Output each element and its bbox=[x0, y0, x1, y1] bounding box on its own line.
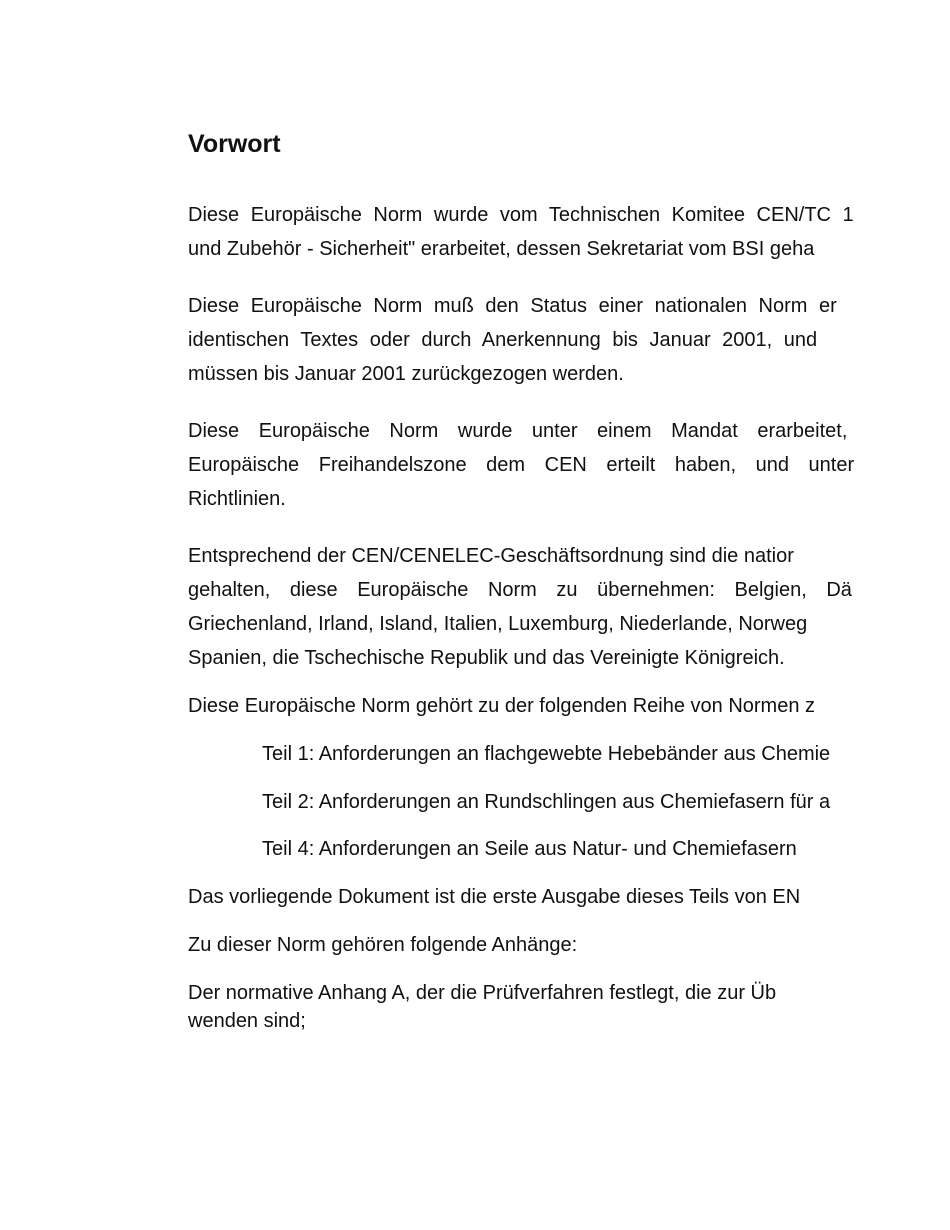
paragraph-line: müssen bis Januar 2001 zurückgezogen werden. bbox=[188, 363, 624, 385]
paragraph-line: Griechenland, Irland, Island, Italien, Luxemburg, Niederlande, Norweg bbox=[188, 613, 808, 635]
document-page bbox=[188, 0, 950, 1230]
paragraph-line: wenden sind; bbox=[188, 1010, 306, 1032]
paragraph-line: Diese Europäische Norm wurde vom Technischen Komitee CEN/TC 1 bbox=[188, 204, 854, 226]
list-item: Teil 2: Anforderungen an Rundschlingen aus Chemiefasern für a bbox=[262, 791, 831, 813]
paragraph-line: Entsprechend der CEN/CENELEC-Geschäftsordnung sind die natior bbox=[188, 545, 794, 567]
paragraph-line: Diese Europäische Norm muß den Status einer nationalen Norm er bbox=[188, 295, 837, 317]
list-item: Teil 4: Anforderungen an Seile aus Natur- und Chemiefasern bbox=[262, 838, 797, 860]
paragraph-line: gehalten, diese Europäische Norm zu übernehmen: Belgien, Dä bbox=[188, 579, 852, 601]
list-item: Teil 1: Anforderungen an flachgewebte Hebebänder aus Chemie bbox=[262, 743, 831, 765]
paragraph-line: Spanien, die Tschechische Republik und das Vereinigte Königreich. bbox=[188, 647, 785, 669]
page-title: Vorwort bbox=[188, 130, 281, 158]
paragraph-line: Zu dieser Norm gehören folgende Anhänge: bbox=[188, 934, 578, 956]
paragraph-line: identischen Textes oder durch Anerkennung bis Januar 2001, und bbox=[188, 329, 818, 351]
paragraph-line: Diese Europäische Norm gehört zu der folgenden Reihe von Normen z bbox=[188, 695, 816, 717]
paragraph-line: Das vorliegende Dokument ist die erste Ausgabe dieses Teils von EN bbox=[188, 886, 801, 908]
paragraph-line: Richtlinien. bbox=[188, 488, 286, 510]
paragraph-line: Der normative Anhang A, der die Prüfverfahren festlegt, die zur Üb bbox=[188, 982, 777, 1004]
paragraph-line: Europäische Freihandelszone dem CEN erteilt haben, und unter bbox=[188, 454, 855, 476]
paragraph-line: und Zubehör - Sicherheit" erarbeitet, dessen Sekretariat vom BSI geha bbox=[188, 238, 815, 260]
paragraph-line: Diese Europäische Norm wurde unter einem Mandat erarbeitet, bbox=[188, 420, 848, 442]
